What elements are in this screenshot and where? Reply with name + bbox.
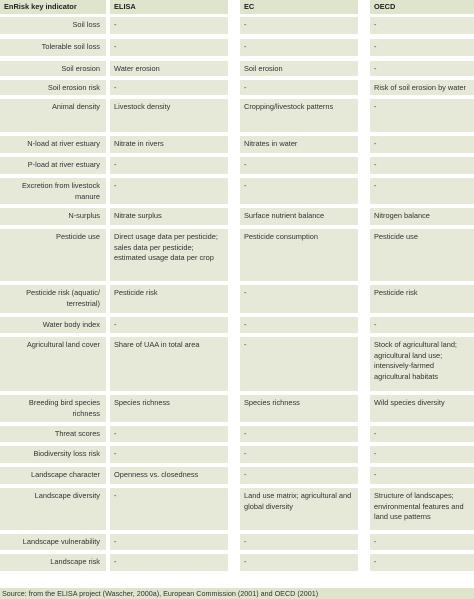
cell-oecd: - xyxy=(370,136,474,153)
cell-ec: Cropping/livestock patterns xyxy=(240,99,358,132)
cell-elisa: - xyxy=(110,488,228,530)
cell-elisa: Water erosion xyxy=(110,61,228,76)
cell-oecd: Stock of agricultural land; agricultural land use; intensively-farmed agricultural habitats xyxy=(370,337,474,391)
cell-ec: - xyxy=(240,554,358,571)
cell-oecd: - xyxy=(370,39,474,56)
header-oecd: OECD xyxy=(370,0,474,14)
cell-indicator: Soil loss xyxy=(0,17,106,34)
cell-indicator: Soil erosion xyxy=(0,61,106,76)
cell-oecd: - xyxy=(370,178,474,204)
cell-ec: - xyxy=(240,285,358,313)
cell-indicator: Water body index xyxy=(0,317,106,333)
cell-ec: - xyxy=(240,157,358,174)
source-note: Source: from the ELISA project (Wascher, 2000a), European Commission (2001) and OECD (2001) xyxy=(0,588,474,599)
cell-oecd: Wild species diversity xyxy=(370,395,474,422)
cell-elisa: - xyxy=(110,317,228,333)
cell-ec: Land use matrix; agricultural and global diversity xyxy=(240,488,358,530)
cell-ec: Surface nutrient balance xyxy=(240,208,358,225)
cell-ec: - xyxy=(240,80,358,95)
cell-oecd: - xyxy=(370,446,474,463)
cell-elisa: - xyxy=(110,39,228,56)
cell-elisa: - xyxy=(110,446,228,463)
cell-elisa: Share of UAA in total area xyxy=(110,337,228,391)
cell-oecd: - xyxy=(370,554,474,571)
cell-elisa: - xyxy=(110,426,228,442)
cell-indicator: Biodiversity loss risk xyxy=(0,446,106,463)
cell-elisa: - xyxy=(110,554,228,571)
cell-indicator: Tolerable soil loss xyxy=(0,39,106,56)
cell-indicator: Breeding bird species richness xyxy=(0,395,106,422)
cell-oecd: Structure of landscapes; environmental features and land use patterns xyxy=(370,488,474,530)
cell-oecd: - xyxy=(370,467,474,484)
header-ec: EC xyxy=(240,0,358,14)
cell-indicator: Landscape risk xyxy=(0,554,106,571)
cell-indicator: Animal density xyxy=(0,99,106,132)
cell-oecd: - xyxy=(370,426,474,442)
cell-elisa: Nitrate in rivers xyxy=(110,136,228,153)
cell-indicator: Landscape diversity xyxy=(0,488,106,530)
cell-indicator: Pesticide risk (aquatic/ terrestrial) xyxy=(0,285,106,313)
cell-oecd: Pesticide use xyxy=(370,229,474,281)
cell-oecd: - xyxy=(370,317,474,333)
cell-ec: - xyxy=(240,178,358,204)
cell-oecd: - xyxy=(370,534,474,550)
cell-ec: Soil erosion xyxy=(240,61,358,76)
cell-elisa: - xyxy=(110,17,228,34)
cell-oecd: Risk of soil erosion by water xyxy=(370,80,474,95)
cell-indicator: Excretion from livestock manure xyxy=(0,178,106,204)
cell-elisa: Direct usage data per pesticide; sales data per pesticide; estimated usage data per crop xyxy=(110,229,228,281)
cell-indicator: P-load at river estuary xyxy=(0,157,106,174)
cell-oecd: Pesticide risk xyxy=(370,285,474,313)
cell-elisa: Livestock density xyxy=(110,99,228,132)
cell-elisa: Species richness xyxy=(110,395,228,422)
header-elisa: ELISA xyxy=(110,0,228,14)
cell-ec: - xyxy=(240,17,358,34)
cell-ec: Species richness xyxy=(240,395,358,422)
cell-ec: Pesticide consumption xyxy=(240,229,358,281)
cell-indicator: N-load at river estuary xyxy=(0,136,106,153)
cell-indicator: Landscape character xyxy=(0,467,106,484)
cell-elisa: - xyxy=(110,80,228,95)
cell-indicator: N-surplus xyxy=(0,208,106,225)
cell-elisa: - xyxy=(110,178,228,204)
cell-elisa: - xyxy=(110,534,228,550)
cell-ec: - xyxy=(240,534,358,550)
cell-ec: - xyxy=(240,446,358,463)
cell-indicator: Soil erosion risk xyxy=(0,80,106,95)
cell-ec: - xyxy=(240,337,358,391)
cell-indicator: Agricultural land cover xyxy=(0,337,106,391)
cell-oecd: - xyxy=(370,17,474,34)
header-indicator: EnRisk key indicator xyxy=(0,0,106,14)
cell-ec: - xyxy=(240,426,358,442)
cell-ec: - xyxy=(240,467,358,484)
cell-oecd: Nitrogen balance xyxy=(370,208,474,225)
cell-ec: - xyxy=(240,39,358,56)
cell-indicator: Pesticide use xyxy=(0,229,106,281)
cell-elisa: Pesticide risk xyxy=(110,285,228,313)
cell-oecd: - xyxy=(370,157,474,174)
cell-ec: - xyxy=(240,317,358,333)
cell-indicator: Landscape vulnerability xyxy=(0,534,106,550)
cell-elisa: Nitrate surplus xyxy=(110,208,228,225)
cell-elisa: - xyxy=(110,157,228,174)
cell-elisa: Openness vs. closedness xyxy=(110,467,228,484)
cell-indicator: Threat scores xyxy=(0,426,106,442)
cell-oecd: - xyxy=(370,99,474,132)
cell-ec: Nitrates in water xyxy=(240,136,358,153)
cell-oecd: - xyxy=(370,61,474,76)
